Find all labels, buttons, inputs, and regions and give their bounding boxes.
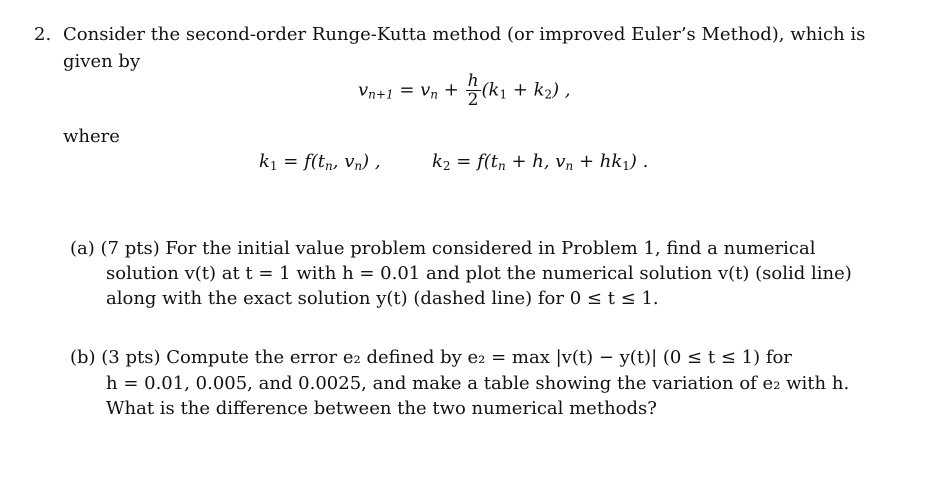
eq-fraction bbox=[466, 72, 481, 109]
part-a-line-1: (a) (7 pts) For the initial value problem considered in Problem 1, find a numerical bbox=[70, 238, 816, 259]
k1-t-sub: n bbox=[325, 159, 333, 173]
intro-line-2: given by bbox=[63, 51, 141, 72]
eq-plus: + bbox=[438, 79, 465, 101]
eq-v: v bbox=[420, 79, 431, 101]
eq-paren-open: (k bbox=[481, 79, 500, 101]
equation-k1 bbox=[259, 150, 381, 178]
k1-body-c: ) , bbox=[362, 151, 381, 172]
eq-frac-den: 2 bbox=[467, 90, 479, 110]
k2-body-c: + hk bbox=[573, 151, 623, 172]
k1-body-a: = f(t bbox=[277, 151, 326, 172]
k2-body-b: + h, v bbox=[505, 151, 566, 172]
part-a-line-3: along with the exact solution y(t) (dashed line) for 0 ≤ t ≤ 1. bbox=[106, 288, 659, 309]
k2-t-sub: n bbox=[498, 159, 506, 173]
eq-k2-sub: 2 bbox=[544, 87, 553, 102]
k2-k-sub2: 1 bbox=[622, 159, 630, 173]
equation-k2 bbox=[432, 150, 648, 178]
part-b-line-3: What is the difference between the two numerical methods? bbox=[106, 398, 657, 419]
k2-body-d: ) . bbox=[629, 151, 649, 172]
problem-number: 2. bbox=[34, 24, 52, 45]
k1-k-sub: 1 bbox=[269, 159, 278, 173]
k2-v-sub: n bbox=[565, 159, 574, 173]
eq-lhs-sub: n+1 bbox=[368, 87, 394, 102]
eq-plus-k: + k bbox=[507, 79, 545, 101]
eq-v-sub: n bbox=[430, 87, 439, 102]
where-label: where bbox=[63, 126, 120, 147]
k2-body-a: = f(t bbox=[450, 151, 499, 172]
k2-k-sub: 2 bbox=[442, 159, 451, 173]
eq-frac-num: h bbox=[467, 71, 479, 91]
part-a-line-2: solution v(t) at t = 1 with h = 0.01 and plot the numerical solution v(t) (solid line) bbox=[106, 263, 852, 284]
k1-body-b: , v bbox=[332, 151, 355, 172]
k1-k: k bbox=[259, 151, 270, 172]
eq-equals: = bbox=[393, 79, 421, 101]
part-b-line-1: (b) (3 pts) Compute the error e₂ defined by e₂ = max |v(t) − y(t)| (0 ≤ t ≤ 1) for bbox=[70, 347, 792, 368]
eq-paren-close: ) , bbox=[552, 79, 571, 101]
part-b-line-2: h = 0.01, 0.005, and 0.0025, and make a table showing the variation of e₂ with h. bbox=[106, 373, 850, 394]
eq-lhs: v bbox=[358, 79, 369, 101]
k2-k: k bbox=[432, 151, 443, 172]
intro-line-1: Consider the second-order Runge-Kutta method (or improved Euler’s Method), which is bbox=[63, 24, 866, 45]
equation-main bbox=[358, 72, 571, 113]
eq-k1-sub: 1 bbox=[499, 87, 508, 102]
k1-v-sub: n bbox=[354, 159, 363, 173]
